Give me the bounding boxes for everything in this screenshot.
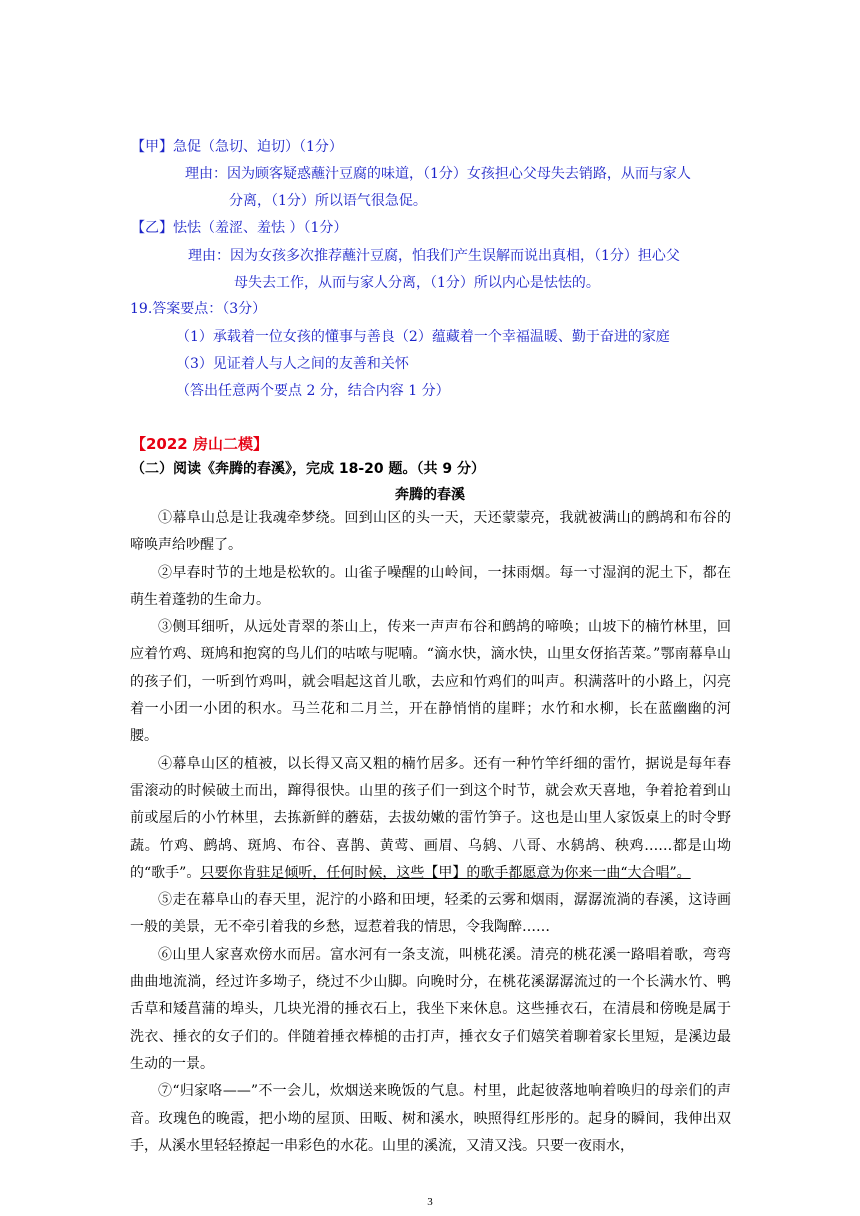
answer-yi: 【乙】怯怯（羞涩、羞怯 ）（1分） bbox=[131, 220, 348, 236]
answer-yi-reason-line1: 理由：因为女孩多次推荐蘸汁豆腐，怕我们产生误解而说出真相，（1分）担心父 bbox=[188, 248, 680, 264]
answer-yi-reason-line2: 母失去工作，从而与家人分离，（1分）所以内心是怯怯的。 bbox=[234, 275, 600, 291]
paragraph-2: ②早春时节的土地是松软的。山雀子噪醒的山岭间，一抹雨烟。每一寸湿润的泥土下，都在萌生着蓬勃的生命力。 bbox=[130, 564, 731, 608]
section-heading: （二）阅读《奔腾的春溪》，完成 18-20 题。（共 9 分） bbox=[131, 461, 486, 477]
answer-jia: 【甲】急促（急切、迫切）（1分） bbox=[131, 139, 343, 155]
paragraph-5: ⑤走在幕阜山的春天里，泥泞的小路和田埂，轻柔的云雾和烟雨，潺潺流淌的春溪，这诗画一般的美景，无不牵引着我的乡愁，逗惹着我的情思，令我陶醉…… bbox=[130, 892, 731, 936]
exam-label: 【2022 房山二模】 bbox=[131, 435, 268, 453]
paragraph-3: ③侧耳细听，从远处青翠的茶山上，传来一声声布谷和鹧鸪的啼唤；山坡下的楠竹林里，回应着竹鸡、斑鸠和抱窝的鸟儿们的咕哝与呢喃。“滴水快，滴水快，山里女伢掐苦菜。”鄂南幕阜山的孩子们，一听到竹鸡叫，就会唱起这首儿歌，去应和竹鸡们的叫声。积满落叶的小路上，闪亮着一小团一小团的积水。马兰花和二月兰，开在静悄悄的崖畔；水竹和水柳，长在蓝幽幽的河腰。 bbox=[130, 619, 731, 745]
question-19-point-3: （3）见证着人与人之间的友善和关怀 bbox=[176, 356, 409, 372]
page-number: 3 bbox=[427, 1196, 433, 1208]
paragraph-1: ①幕阜山总是让我魂牵梦绕。回到山区的头一天，天还蒙蒙亮，我就被满山的鹧鸪和布谷的啼唤声给吵醒了。 bbox=[130, 510, 731, 554]
essay-title: 奔腾的春溪 bbox=[395, 487, 465, 503]
paragraph-4 bbox=[130, 751, 731, 887]
essay-body bbox=[130, 505, 731, 1160]
answer-jia-reason-line1: 理由：因为顾客疑惑蘸汁豆腐的味道，（1分）女孩担心父母失去销路，从而与家人 bbox=[185, 166, 691, 182]
paragraph-4-text: ④幕阜山区的植被，以长得又高又粗的楠竹居多。还有一种竹竿纤细的雷竹，据说是每年春雷滚动的时候破土而出，蹿得很快。山里的孩子们一到这个时节，就会欢天喜地，争着抢着到山前或屋后的小竹林里，去拣新鲜的蘑菇，去拔幼嫩的雷竹笋子。这也是山里人家饭桌上的时令野蔬。竹鸡、鹧鸪、斑鸠、布谷、喜鹊、黄莺、画眉、乌鸫、八哥、水鸫鸪、秧鸡……都是山坳的“歌手”。 bbox=[130, 755, 731, 881]
question-19-scoring-note: （答出任意两个要点 2 分，结合内容 1 分） bbox=[176, 383, 450, 399]
question-19-point-1-2: （1）承载着一位女孩的懂事与善良（2）蕴藏着一个幸福温暖、勤于奋进的家庭 bbox=[176, 329, 670, 345]
paragraph-7: ⑦“归家咯——”不一会儿，炊烟送来晚饭的气息。村里，此起彼落地响着唤归的母亲们的声音。玫瑰色的晚霞，把小坳的屋顶、田畈、树和溪水，映照得红彤彤的。起身的瞬间，我伸出双手，从溪水里轻轻撩起一串彩色的水花。山里的溪流，又清又浅。只要一夜雨水， bbox=[130, 1083, 731, 1154]
paragraph-4-underlined-sentence: 只要你肯驻足倾听，任何时候，这些【甲】的歌手都愿意为你来一曲“大合唱”。 bbox=[200, 864, 691, 881]
question-19-title: 19.答案要点：（3分） bbox=[130, 301, 267, 317]
paragraph-6: ⑥山里人家喜欢傍水而居。富水河有一条支流，叫桃花溪。清亮的桃花溪一路唱着歌，弯弯曲曲地流淌，经过许多坳子，绕过不少山脚。向晚时分，在桃花溪潺潺流过的一个长满水竹、鸭舌草和矮菖蒲的埠头，几块光滑的捶衣石上，我坐下来休息。这些捶衣石，在清晨和傍晚是属于洗衣、捶衣的女子们的。伴随着捶衣棒槌的击打声，捶衣女子们嬉笑着聊着家长里短，是溪边最生动的一景。 bbox=[130, 946, 731, 1072]
answer-jia-reason-line2: 分离，（1分）所以语气很急促。 bbox=[229, 193, 427, 209]
